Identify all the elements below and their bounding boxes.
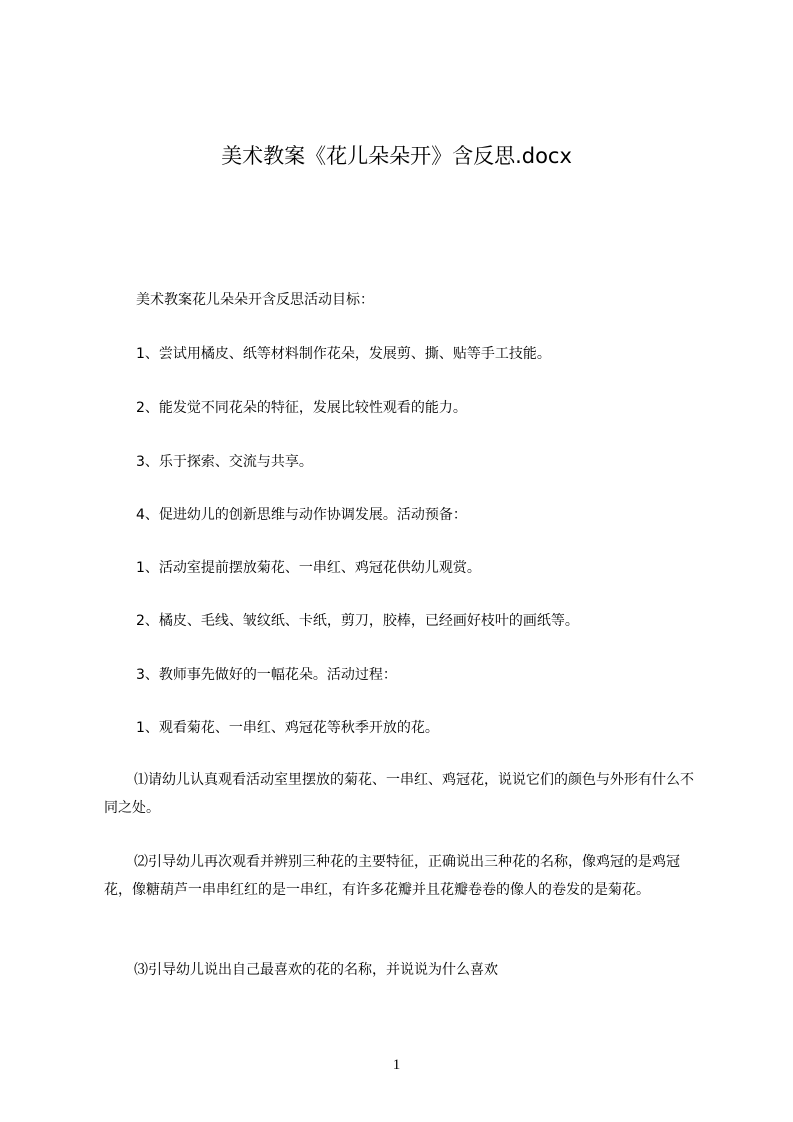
page-number: 1 (392, 1057, 401, 1073)
body-line-preparation-3: 3、教师事先做好的一幅花朵。活动过程： (136, 667, 397, 683)
body-paragraph-step-3 (104, 956, 694, 984)
body-line-preparation-1: 1、活动室提前摆放菊花、一串红、鸡冠花供幼儿观赏。 (136, 560, 481, 576)
body-paragraph-step-2 (104, 848, 694, 904)
body-line-objective-3: 3、乐于探索、交流与共享。 (136, 454, 313, 470)
body-line-objective-2: 2、能发觉不同花朵的特征，发展比较性观看的能力。 (136, 400, 467, 416)
body-line-objective-1: 1、尝试用橘皮、纸等材料制作花朵，发展剪、撕、贴等手工技能。 (136, 346, 551, 362)
document-title: 美术教案《花儿朵朵开》含反思.docx (221, 144, 572, 168)
paragraph-text: ⑶引导幼儿说出自己最喜欢的花的名称，并说说为什么喜欢 (134, 962, 498, 978)
paragraph-text: ⑵引导幼儿再次观看并辨别三种花的主要特征，正确说出三种花的名称，像鸡冠的是鸡冠花，像糖葫芦一串串红红的是一串红，有许多花瓣并且花瓣卷卷的像人的卷发的是菊花。 (104, 854, 680, 898)
paragraph-text: ⑴请幼儿认真观看活动室里摆放的菊花、一串红、鸡冠花，说说它们的颜色与外形有什么不同之处。 (104, 772, 694, 816)
body-line-objective-4: 4、促进幼儿的创新思维与动作协调发展。活动预备： (136, 507, 467, 523)
body-paragraph-step-1 (104, 766, 694, 822)
body-line-preparation-2: 2、橘皮、毛线、皱纹纸、卡纸，剪刀，胶棒，已经画好枝叶的画纸等。 (136, 613, 579, 629)
body-line-objectives-heading: 美术教案花儿朵朵开含反思活动目标： (136, 292, 374, 308)
body-line-process-1: 1、观看菊花、一串红、鸡冠花等秋季开放的花。 (136, 720, 439, 736)
